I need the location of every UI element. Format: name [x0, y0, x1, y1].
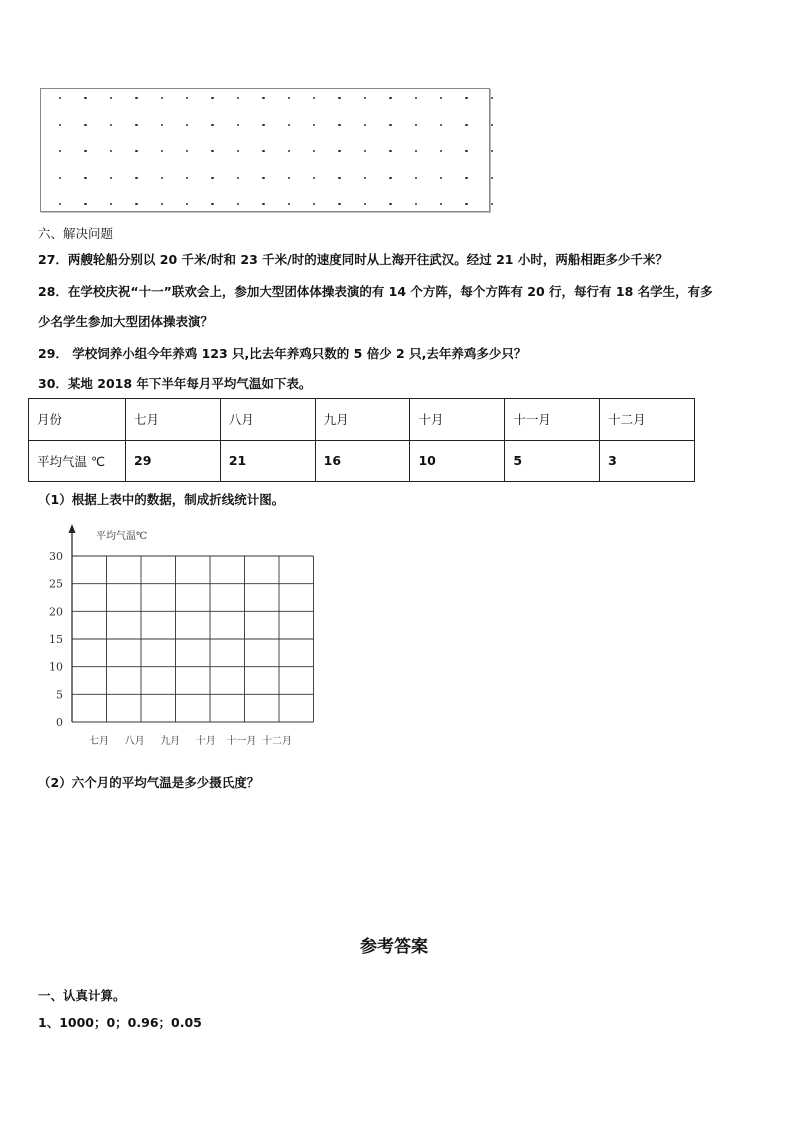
grid-dot — [110, 177, 112, 179]
sub-question-1: （1）根据上表中的数据，制成折线统计图。 — [38, 492, 285, 507]
grid-dot — [237, 124, 239, 126]
y-tick-label: 30 — [49, 550, 63, 563]
table-cell: 21 — [220, 440, 315, 482]
grid-dot — [465, 150, 467, 152]
grid-dot — [135, 203, 137, 205]
grid-dot — [288, 97, 290, 99]
answers-section-heading: 一、认真计算。 — [38, 988, 126, 1003]
grid-dot — [161, 203, 163, 205]
table-cell: 十月 — [410, 399, 505, 441]
grid-dot — [262, 97, 264, 99]
table-row — [29, 440, 695, 482]
table-row — [29, 399, 695, 441]
table-cell: 平均气温 ℃ — [29, 440, 126, 482]
table-cell: 5 — [505, 440, 600, 482]
grid-dot — [389, 177, 391, 179]
grid-dot — [389, 124, 391, 126]
grid-dot — [313, 177, 315, 179]
grid-dot — [135, 97, 137, 99]
grid-dot — [491, 203, 493, 205]
y-tick-label: 20 — [49, 605, 63, 619]
table-cell: 九月 — [315, 399, 410, 441]
grid-dot — [288, 150, 290, 152]
grid-dot — [186, 203, 188, 205]
x-tick-label: 七月 — [89, 736, 109, 747]
grid-dot — [491, 124, 493, 126]
grid-dot — [161, 124, 163, 126]
question-28-line-1: 28．在学校庆祝“十一”联欢会上，参加大型团体体操表演的有 14 个方阵，每个方阵有 20 行，每行有 18 名学生，有多 — [38, 284, 713, 299]
grid-dot — [440, 203, 442, 205]
grid-dot — [110, 203, 112, 205]
y-axis-label: 平均气温℃ — [96, 531, 148, 542]
grid-dot — [211, 124, 213, 126]
grid-dot — [364, 150, 366, 152]
grid-dot — [338, 177, 340, 179]
grid-dot — [262, 124, 264, 126]
table-cell: 七月 — [126, 399, 221, 441]
grid-dot — [313, 203, 315, 205]
question-27: 27．两艘轮船分别以 20 千米/时和 23 千米/时的速度同时从上海开往武汉。经过 21 小时，两船相距多少千米？ — [38, 252, 668, 267]
question-28-line-2: 少名学生参加大型团体操表演？ — [38, 314, 214, 329]
y-tick-label: 10 — [49, 660, 63, 674]
grid-dot — [110, 150, 112, 152]
grid-dot — [389, 203, 391, 205]
grid-dot — [440, 177, 442, 179]
grid-dot — [491, 97, 493, 99]
table-cell: 3 — [600, 440, 695, 482]
grid-dot — [59, 150, 61, 152]
grid-dot — [211, 203, 213, 205]
y-tick-label: 25 — [49, 577, 63, 591]
grid-dot — [186, 150, 188, 152]
grid-dot — [262, 203, 264, 205]
grid-dot — [237, 97, 239, 99]
temperature-table — [28, 398, 695, 482]
x-tick-label: 十月 — [195, 736, 216, 747]
grid-dot — [211, 177, 213, 179]
grid-dot — [415, 124, 417, 126]
grid-dot — [84, 177, 86, 179]
table-cell: 八月 — [220, 399, 315, 441]
grid-dot — [161, 97, 163, 99]
question-30: 30．某地 2018 年下半年每月平均气温如下表。 — [38, 376, 312, 391]
y-axis-arrow-icon — [69, 524, 76, 533]
section-heading-problem-solving: 六、解决问题 — [38, 226, 114, 241]
y-tick-label: 15 — [49, 633, 63, 646]
grid-dot — [262, 177, 264, 179]
grid-dot — [110, 97, 112, 99]
grid-dot — [415, 203, 417, 205]
grid-dot — [135, 124, 137, 126]
grid-dot — [313, 150, 315, 152]
grid-dot — [110, 124, 112, 126]
x-tick-label: 十二月 — [262, 736, 292, 747]
grid-dot — [415, 177, 417, 179]
grid-dot — [465, 124, 467, 126]
grid-dot — [364, 203, 366, 205]
grid-dot — [84, 203, 86, 205]
grid-dot — [262, 150, 264, 152]
question-29: 29． 学校饲养小组今年养鸡 123 只,比去年养鸡只数的 5 倍少 2 只,去年养鸡多少只？ — [38, 346, 527, 361]
grid-dot — [237, 150, 239, 152]
x-tick-label: 十一月 — [226, 736, 257, 747]
grid-dot — [84, 150, 86, 152]
grid-dot — [364, 177, 366, 179]
grid-dot — [84, 97, 86, 99]
grid-dot — [389, 150, 391, 152]
grid-dot — [211, 97, 213, 99]
grid-dot — [59, 177, 61, 179]
grid-dot — [59, 97, 61, 99]
grid-dot — [135, 177, 137, 179]
grid-dot — [491, 177, 493, 179]
blank-line-chart — [38, 520, 328, 755]
grid-dot — [338, 203, 340, 205]
grid-dot — [211, 150, 213, 152]
table-cell: 十一月 — [505, 399, 600, 441]
sub-question-2: （2）六个月的平均气温是多少摄氏度？ — [38, 775, 260, 790]
grid-dot — [186, 97, 188, 99]
grid-dot — [237, 177, 239, 179]
table-cell: 16 — [315, 440, 410, 482]
grid-dot — [389, 97, 391, 99]
grid-dot — [288, 177, 290, 179]
grid-dot — [313, 124, 315, 126]
grid-dot — [186, 177, 188, 179]
grid-dot — [135, 150, 137, 152]
grid-dot — [186, 124, 188, 126]
grid-dot — [440, 97, 442, 99]
grid-dot — [465, 97, 467, 99]
grid-dot — [338, 97, 340, 99]
grid-dot — [338, 150, 340, 152]
grid-dot — [59, 203, 61, 205]
table-cell: 十二月 — [600, 399, 695, 441]
grid-dot — [161, 177, 163, 179]
dot-grid-paper — [40, 88, 490, 212]
grid-dot — [415, 150, 417, 152]
x-tick-label: 八月 — [124, 736, 145, 747]
grid-dot — [288, 203, 290, 205]
answer-1: 1、1000；0；0.96；0.05 — [38, 1015, 202, 1030]
grid-dot — [338, 124, 340, 126]
grid-dot — [59, 124, 61, 126]
grid-dot — [491, 150, 493, 152]
grid-dot — [161, 150, 163, 152]
grid-dot — [440, 150, 442, 152]
y-tick-label: 0 — [56, 716, 63, 729]
table-cell: 29 — [126, 440, 221, 482]
grid-dot — [440, 124, 442, 126]
table-cell: 月份 — [29, 399, 126, 441]
grid-dot — [415, 97, 417, 99]
grid-dot — [288, 124, 290, 126]
answers-title: 参考答案 — [360, 937, 428, 957]
grid-dot — [313, 97, 315, 99]
grid-dot — [364, 124, 366, 126]
grid-dot — [84, 124, 86, 126]
y-tick-label: 5 — [56, 688, 63, 702]
grid-dot — [237, 203, 239, 205]
grid-dot — [465, 177, 467, 179]
x-tick-label: 九月 — [160, 736, 181, 747]
table-cell: 10 — [410, 440, 505, 482]
grid-dot — [465, 203, 467, 205]
grid-dot — [364, 97, 366, 99]
